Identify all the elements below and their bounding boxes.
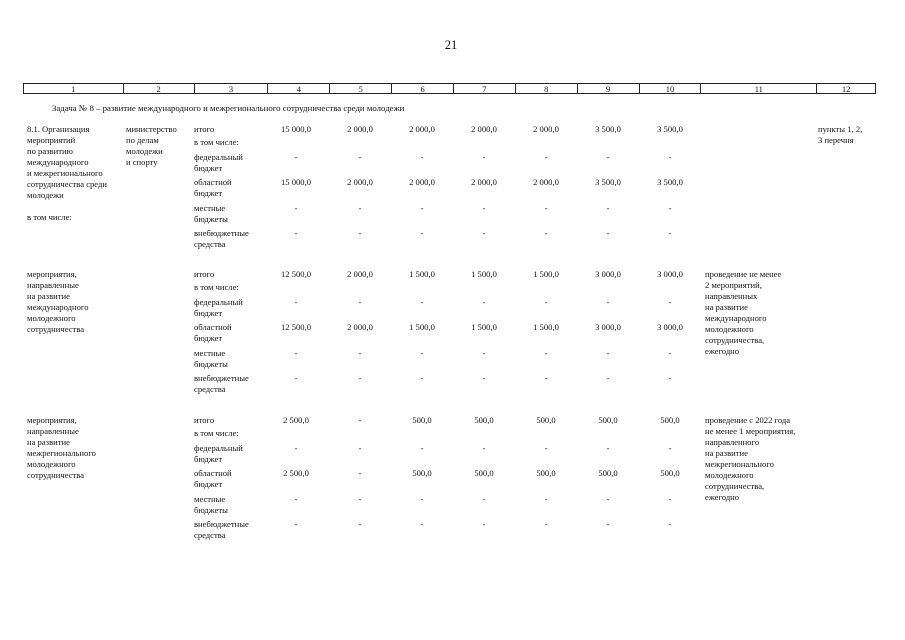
task-title: Задача № 8 – развитие международного и межрегионального сотрудничества среди молодежи — [52, 103, 405, 113]
funding-value: - — [358, 519, 362, 529]
funding-value: 1 500,0 — [471, 322, 497, 332]
activity-name: 8.1. Организация мероприятий по развитию международного и межрегионального сотрудничества среди молодежи — [27, 124, 107, 200]
funding-value: 500,0 — [660, 468, 680, 478]
funding-value: - — [420, 297, 424, 307]
funding-value: - — [420, 373, 424, 383]
expected-result: проведение с 2022 года не менее 1 мероприятия, направленного на развитие межрегионального молодежного сотрудничества, ежегодно — [705, 415, 796, 502]
funding-value: 500,0 — [598, 468, 618, 478]
funding-value: 3 500,0 — [657, 124, 683, 134]
funding-value: - — [482, 348, 486, 358]
table-header-row — [23, 83, 876, 94]
funding-value: 2 000,0 — [347, 124, 373, 134]
funding-value: - — [668, 494, 672, 504]
funding-value: 500,0 — [474, 468, 494, 478]
funding-value: - — [668, 203, 672, 213]
funding-value: 1 500,0 — [533, 322, 559, 332]
funding-value: - — [358, 373, 362, 383]
funding-value: - — [294, 443, 298, 453]
funding-source-label: областной бюджет — [194, 177, 232, 198]
funding-value: - — [420, 519, 424, 529]
header-col-7: 7 — [454, 84, 516, 93]
funding-value: - — [420, 494, 424, 504]
funding-source-label: итого — [194, 124, 215, 134]
funding-value: - — [482, 443, 486, 453]
funding-value: 3 000,0 — [657, 322, 683, 332]
header-col-11: 11 — [701, 84, 817, 93]
funding-value: 12 500,0 — [280, 322, 312, 332]
activity-name: мероприятия, направленные на развитие международного молодежного сотрудничества — [27, 269, 89, 334]
funding-value: - — [482, 494, 486, 504]
funding-value: - — [482, 519, 486, 529]
funding-value: - — [420, 443, 424, 453]
funding-source-label: областной бюджет — [194, 468, 232, 489]
funding-value: 3 500,0 — [595, 177, 621, 187]
funding-value: - — [420, 348, 424, 358]
funding-value: 2 000,0 — [409, 177, 435, 187]
funding-value: - — [358, 297, 362, 307]
funding-source-label: местные бюджеты — [194, 348, 228, 369]
executor: министерство по делам молодежи и спорту — [126, 124, 177, 167]
funding-value: 2 500,0 — [283, 468, 309, 478]
funding-value: 500,0 — [536, 468, 556, 478]
funding-value: - — [358, 203, 362, 213]
funding-value: - — [544, 228, 548, 238]
funding-value: - — [606, 152, 610, 162]
funding-value: - — [358, 348, 362, 358]
funding-source-label: в том числе: — [194, 282, 239, 292]
funding-value: 500,0 — [660, 415, 680, 425]
funding-value: - — [544, 152, 548, 162]
header-col-4: 4 — [268, 84, 330, 93]
activity-name-extra: в том числе: — [27, 212, 72, 222]
funding-value: - — [294, 228, 298, 238]
funding-source-label: федеральный бюджет — [194, 297, 243, 318]
funding-value: 2 000,0 — [533, 124, 559, 134]
funding-value: - — [420, 228, 424, 238]
funding-value: - — [606, 348, 610, 358]
funding-value: 2 000,0 — [347, 177, 373, 187]
header-col-10: 10 — [640, 84, 702, 93]
funding-value: - — [544, 297, 548, 307]
funding-value: - — [294, 152, 298, 162]
funding-value: - — [482, 152, 486, 162]
funding-value: - — [294, 494, 298, 504]
funding-value: - — [544, 373, 548, 383]
funding-value: 2 000,0 — [471, 124, 497, 134]
funding-value: - — [482, 228, 486, 238]
funding-source-label: внебюджетные средства — [194, 228, 249, 249]
funding-value: 2 000,0 — [409, 124, 435, 134]
funding-value: 500,0 — [412, 415, 432, 425]
funding-source-label: федеральный бюджет — [194, 443, 243, 464]
funding-value: - — [544, 519, 548, 529]
funding-value: - — [358, 468, 362, 478]
funding-value: 500,0 — [412, 468, 432, 478]
funding-value: - — [606, 373, 610, 383]
funding-source-label: внебюджетные средства — [194, 373, 249, 394]
funding-value: 500,0 — [536, 415, 556, 425]
funding-value: - — [606, 203, 610, 213]
header-col-5: 5 — [330, 84, 392, 93]
funding-value: - — [668, 348, 672, 358]
funding-source-label: местные бюджеты — [194, 494, 228, 515]
funding-source-label: в том числе: — [194, 137, 239, 147]
funding-value: - — [668, 228, 672, 238]
funding-value: 2 000,0 — [471, 177, 497, 187]
funding-value: 3 000,0 — [595, 322, 621, 332]
funding-value: - — [668, 297, 672, 307]
funding-value: - — [544, 443, 548, 453]
funding-value: - — [482, 373, 486, 383]
funding-value: - — [482, 297, 486, 307]
funding-value: 1 500,0 — [409, 322, 435, 332]
funding-source-label: внебюджетные средства — [194, 519, 249, 540]
header-col-1: 1 — [24, 84, 124, 93]
funding-value: 1 500,0 — [533, 269, 559, 279]
funding-value: 15 000,0 — [280, 177, 312, 187]
activity-name: мероприятия, направленные на развитие межрегионального молодежного сотрудничества — [27, 415, 96, 480]
funding-value: - — [358, 415, 362, 425]
funding-value: - — [606, 519, 610, 529]
funding-value: 1 500,0 — [471, 269, 497, 279]
funding-source-label: итого — [194, 415, 215, 425]
funding-value: - — [420, 203, 424, 213]
funding-value: 3 500,0 — [595, 124, 621, 134]
header-col-3: 3 — [195, 84, 269, 93]
funding-value: 2 000,0 — [347, 322, 373, 332]
funding-value: - — [358, 494, 362, 504]
funding-value: - — [606, 228, 610, 238]
expected-result: проведение не менее 2 мероприятий, направленных на развитие международного молодежного сотрудничества, ежегодно — [705, 269, 782, 356]
funding-value: 3 000,0 — [595, 269, 621, 279]
header-col-12: 12 — [841, 84, 851, 94]
header-col-2: 2 — [124, 84, 195, 93]
funding-value: 3 500,0 — [657, 177, 683, 187]
funding-value: 2 000,0 — [533, 177, 559, 187]
header-col-8: 8 — [516, 84, 578, 93]
funding-value: - — [294, 519, 298, 529]
funding-value: - — [482, 203, 486, 213]
funding-value: - — [544, 494, 548, 504]
note: пункты 1, 2, 3 перечня — [818, 124, 863, 145]
page-number: 21 — [444, 38, 458, 52]
funding-value: 15 000,0 — [280, 124, 312, 134]
funding-value: - — [358, 443, 362, 453]
funding-source-label: местные бюджеты — [194, 203, 228, 224]
funding-value: - — [420, 152, 424, 162]
funding-value: - — [606, 443, 610, 453]
funding-value: 2 500,0 — [283, 415, 309, 425]
funding-value: - — [606, 297, 610, 307]
funding-value: - — [294, 348, 298, 358]
funding-value: 1 500,0 — [409, 269, 435, 279]
funding-value: - — [294, 373, 298, 383]
funding-value: 500,0 — [474, 415, 494, 425]
funding-value: - — [294, 203, 298, 213]
funding-source-label: в том числе: — [194, 428, 239, 438]
funding-value: 12 500,0 — [280, 269, 312, 279]
funding-value: - — [668, 373, 672, 383]
funding-value: - — [358, 152, 362, 162]
funding-value: - — [668, 519, 672, 529]
header-col-6: 6 — [392, 84, 454, 93]
header-col-9: 9 — [578, 84, 640, 93]
funding-value: 3 000,0 — [657, 269, 683, 279]
funding-source-label: областной бюджет — [194, 322, 232, 343]
funding-value: - — [544, 348, 548, 358]
funding-value: - — [668, 443, 672, 453]
funding-value: - — [294, 297, 298, 307]
funding-value: - — [358, 228, 362, 238]
funding-value: - — [668, 152, 672, 162]
funding-source-label: итого — [194, 269, 215, 279]
funding-value: - — [544, 203, 548, 213]
funding-value: - — [606, 494, 610, 504]
funding-value: 2 000,0 — [347, 269, 373, 279]
funding-source-label: федеральный бюджет — [194, 152, 243, 173]
funding-value: 500,0 — [598, 415, 618, 425]
